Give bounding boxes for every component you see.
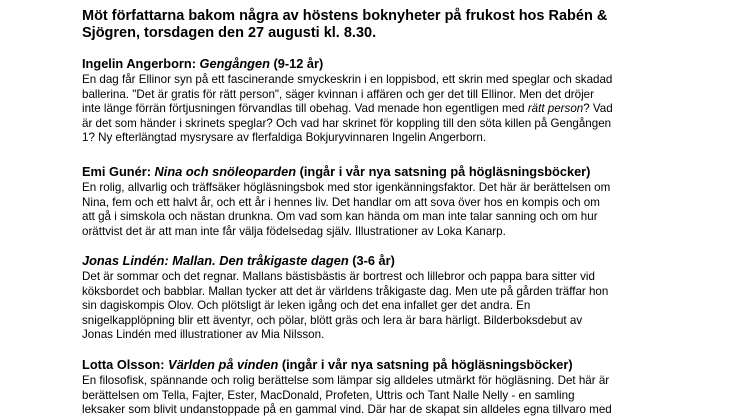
book-title: Ingelin Angerborn: Gengången (9-12 år): [82, 56, 324, 71]
book-entry-angerborn: [82, 56, 742, 146]
book-title: Jonas Lindén: Mallan. Den tråkigaste dagen (3-6 år): [82, 253, 395, 268]
book-title: Lotta Olsson: Världen på vinden (ingår i vår nya satsning på högläsningsböcker): [82, 357, 573, 372]
book-description: En rolig, allvarlig och träffsäker högläsningsbok med stor igenkänningsfaktor. Det här är berättelsen om Nina, fem och ett halvt år, och ett år i hennes liv. Det handlar om att sova över hos en kompis och om att gå i simskola och nästan drunkna. Om vad som kan hända om man inte talar sanning och om hur orättvist det är att man inte får välja födelsedag själv. Illustrationer av Loka Kanarp.: [82, 181, 611, 238]
book-description: Det är sommar och det regnar. Mallans bästisbästis är bortrest och lillebror och pappa bara sitter vid köksbordet och babblar. Mallan tycker att det är världens tråkigaste dag. Men ute på gården träffar hon sin dagiskompis Olov. Och plötsligt är leken igång och det ena infallet ger det andra. En snigelkapplöpning blir ett äventyr, och pölar, blött gräs och lera är bara härligt. Bilderboksdebut av Jonas Lindén med illustrationer av Mia Nilsson.: [82, 270, 609, 342]
headline-line-1: Möt författarna bakom några av höstens boknyheter på frukost hos Rabén &: [82, 8, 608, 24]
book-description: En filosofisk, spännande och rolig berättelse som lämpar sig alldeles utmärkt för högläsning. Det här är berättelsen om Tella, Fajter, Ester, MacDonald, Profeten, Uttris och Tant Nalle Nelly - en samling leksaker som blivit undanstoppade på en gammal vind. Där har de skapat sin alldeles egna tillvaro med: [82, 374, 612, 417]
book-entry-guner: [82, 164, 742, 239]
book-title: Emi Gunér: Nina och snöleoparden (ingår i vår nya satsning på högläsningsböcker): [82, 164, 591, 179]
book-description: En dag får Ellinor syn på ett fascinerande smyckeskrin i en loppisbod, ett skrin med speglar och skadad ballerina. "Det är gratis för rätt person", säger kvinnan i affären och ger det till Ellinor. Men det dröjer inte länge förrän förtjusningen förvandlas till obehag. Vad menade hon egentligen med rätt person? Vad är det som händer i skrinets speglar? Och vad har skrinet för koppling till den söta killen på Gengången 1? Ny efterlängtad mysrysare av flerfaldiga Bokjuryvinnaren Ingelin Angerborn.: [82, 73, 613, 145]
headline: [82, 8, 607, 42]
book-entry-linden: [82, 253, 742, 343]
book-entry-olsson: [82, 357, 742, 418]
headline-line-2: Sjögren, torsdagen den 27 augusti kl. 8.30.: [82, 25, 377, 41]
